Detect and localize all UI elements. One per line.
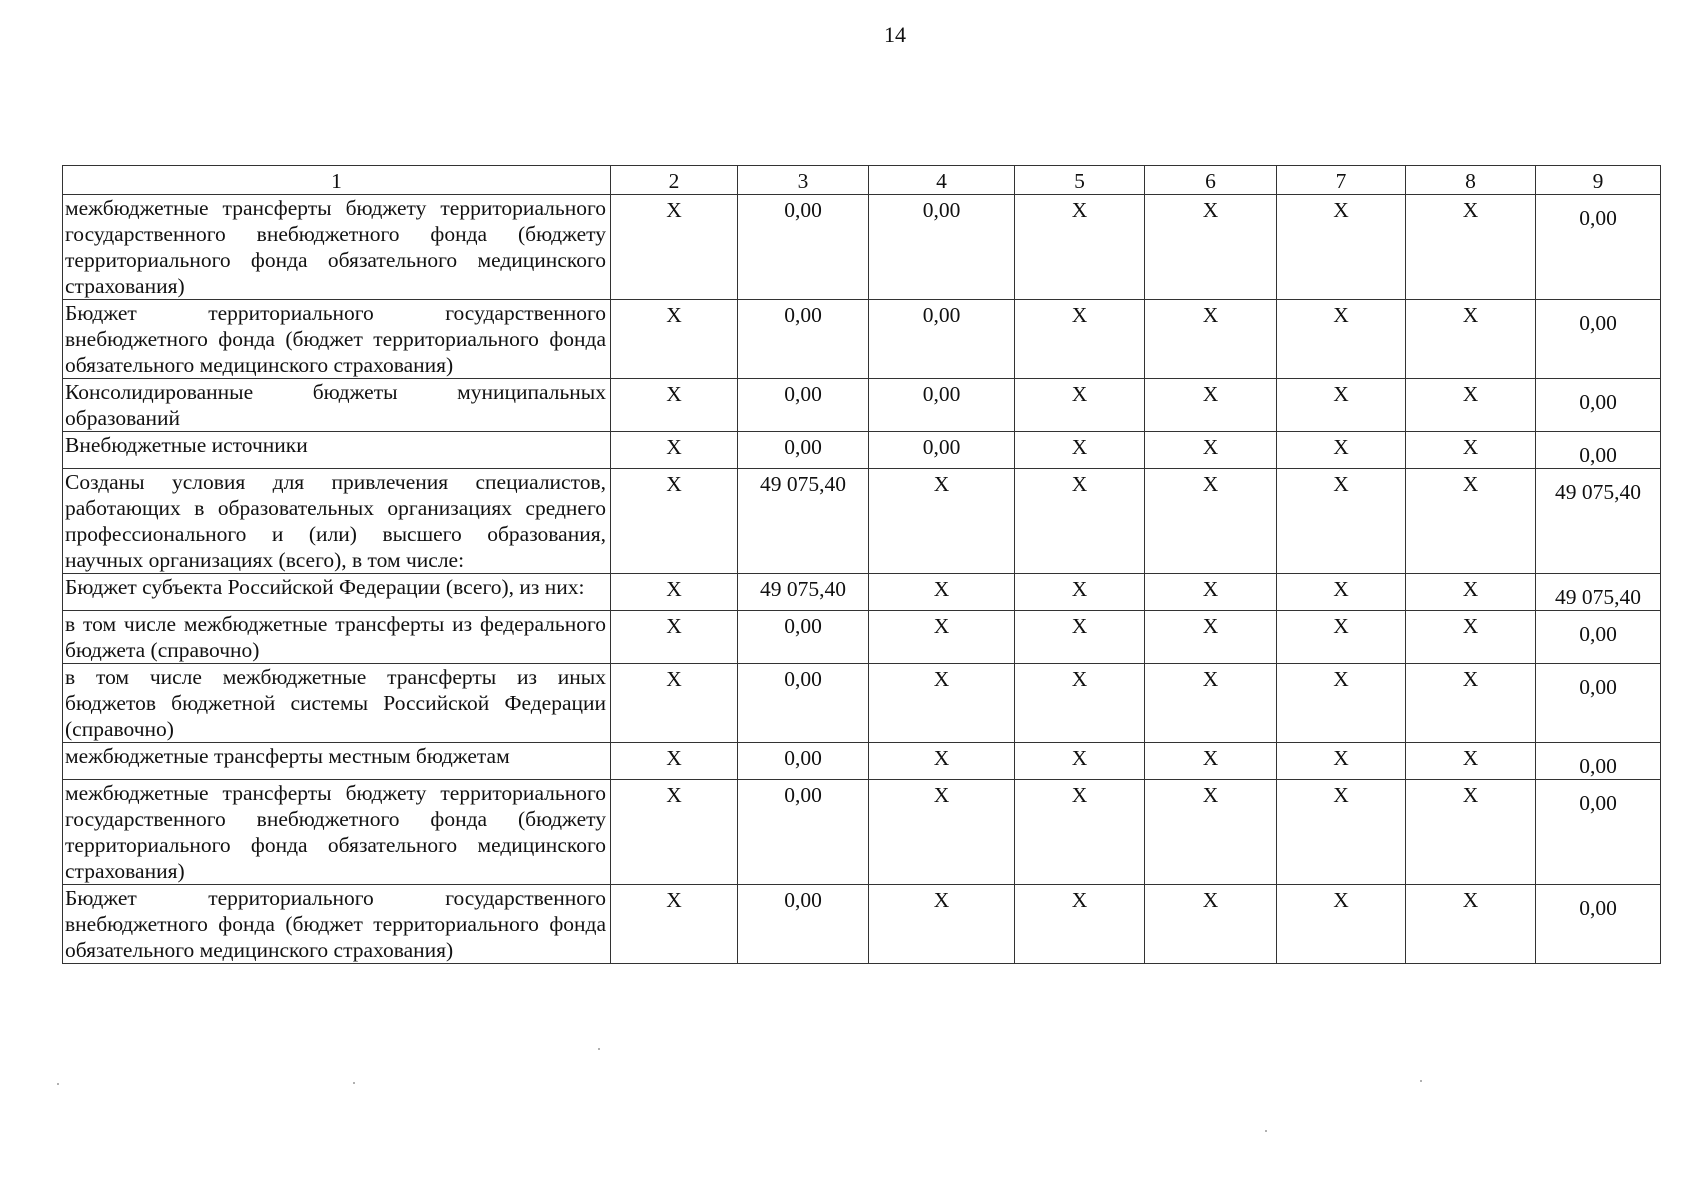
table-header-row [63,166,1661,195]
table-cell: X [1145,195,1277,300]
table-cell: X [1406,300,1536,379]
table-cell: 0,00 [869,195,1015,300]
table-cell: X [1015,195,1145,300]
scan-speck [57,1083,59,1085]
scan-speck [1265,1130,1267,1132]
table-cell: 0,00 [869,379,1015,432]
page-number: 14 [884,22,906,47]
table-cell: 0,00 [738,885,869,964]
table-cell: X [611,743,738,780]
row-label: межбюджетные трансферты бюджету территориального государственного внебюджетного фонда (бюджету территориального фонда обязательного медицинского страхования) [63,780,611,885]
table-cell: X [1277,469,1406,574]
column-header: 6 [1145,166,1277,195]
table-cell: X [1145,664,1277,743]
table-cell: X [1015,432,1145,469]
table-cell: X [611,379,738,432]
table-cell: X [1277,885,1406,964]
table-cell: 0,00 [1536,379,1661,432]
table-cell: X [1406,574,1536,611]
scan-speck [1420,1080,1422,1082]
table-cell: X [1015,300,1145,379]
table-cell: 0,00 [1536,885,1661,964]
table-row [63,469,1661,574]
column-header: 1 [63,166,611,195]
table-cell: X [1406,195,1536,300]
scan-speck [598,1048,600,1050]
row-label: Бюджет территориального государственного внебюджетного фонда (бюджет территориального фонда обязательного медицинского страхования) [63,885,611,964]
table-cell: 0,00 [1536,664,1661,743]
column-header: 4 [869,166,1015,195]
table-cell: X [869,664,1015,743]
budget-table [62,165,1661,964]
table-cell: X [1015,743,1145,780]
table-cell: 0,00 [1536,780,1661,885]
table-cell: X [611,300,738,379]
table-cell: X [1145,743,1277,780]
table-cell: X [611,664,738,743]
table-cell: X [611,432,738,469]
table-cell: 0,00 [869,432,1015,469]
row-label: Бюджет субъекта Российской Федерации (всего), из них: [63,574,611,611]
table-cell: X [1406,885,1536,964]
table-row [63,611,1661,664]
table-cell: X [1145,469,1277,574]
table-cell: X [869,780,1015,885]
table-row [63,432,1661,469]
table-cell: X [1015,469,1145,574]
row-label: в том числе межбюджетные трансферты из иных бюджетов бюджетной системы Российской Федерации (справочно) [63,664,611,743]
column-header: 5 [1015,166,1145,195]
table-row [63,664,1661,743]
table-cell: 0,00 [1536,432,1661,469]
table-cell: X [1406,743,1536,780]
table-cell: 49 075,40 [738,469,869,574]
table-cell: X [1145,379,1277,432]
table-cell: X [1406,664,1536,743]
scan-speck [353,1082,355,1084]
table-cell: X [1015,885,1145,964]
table-cell: 0,00 [1536,743,1661,780]
table-cell: X [1015,379,1145,432]
table-cell: X [869,574,1015,611]
table-cell: X [869,469,1015,574]
table-cell: X [1145,611,1277,664]
table-cell: X [1145,574,1277,611]
table-cell: X [1015,574,1145,611]
table-cell: X [1145,780,1277,885]
column-header: 8 [1406,166,1536,195]
table-cell: X [1145,885,1277,964]
table-cell: X [1277,300,1406,379]
table-cell: 0,00 [1536,611,1661,664]
table-row [63,195,1661,300]
table-cell: X [1406,379,1536,432]
row-label: в том числе межбюджетные трансферты из федерального бюджета (справочно) [63,611,611,664]
table-cell: X [1406,611,1536,664]
table-cell: 0,00 [738,780,869,885]
table-cell: X [869,743,1015,780]
table-cell: X [1277,432,1406,469]
column-header: 7 [1277,166,1406,195]
table-cell: X [1015,780,1145,885]
table-row [63,780,1661,885]
table-cell: 0,00 [1536,300,1661,379]
table-cell: 49 075,40 [738,574,869,611]
row-label: Созданы условия для привлечения специалистов, работающих в образовательных организациях среднего профессионального и (или) высшего образования, научных организациях (всего), в том числе: [63,469,611,574]
column-header: 2 [611,166,738,195]
table-cell: 0,00 [1536,195,1661,300]
row-label: Внебюджетные источники [63,432,611,469]
table-cell: X [869,885,1015,964]
table-cell: 0,00 [738,664,869,743]
table-cell: X [1277,780,1406,885]
table-cell: X [611,780,738,885]
table-cell: 0,00 [738,432,869,469]
table-cell: X [869,611,1015,664]
table-cell: 0,00 [738,195,869,300]
table-cell: X [1277,379,1406,432]
table-cell: 0,00 [738,300,869,379]
table-cell: 49 075,40 [1536,574,1661,611]
table-cell: X [1277,743,1406,780]
table-cell: X [611,574,738,611]
table-cell: X [1015,664,1145,743]
column-header: 9 [1536,166,1661,195]
table-cell: X [1145,432,1277,469]
table-cell: X [611,195,738,300]
table-cell: X [611,611,738,664]
table-row [63,379,1661,432]
table-cell: 0,00 [738,379,869,432]
table-cell: X [1277,664,1406,743]
table-row [63,300,1661,379]
row-label: межбюджетные трансферты бюджету территориального государственного внебюджетного фонда (бюджету территориального фонда обязательного медицинского страхования) [63,195,611,300]
table-row [63,743,1661,780]
table-cell: 0,00 [738,611,869,664]
table-cell: X [1406,469,1536,574]
table-cell: X [611,885,738,964]
table-cell: X [1406,432,1536,469]
table-cell: X [611,469,738,574]
row-label: межбюджетные трансферты местным бюджетам [63,743,611,780]
table-cell: X [1406,780,1536,885]
row-label: Бюджет территориального государственного внебюджетного фонда (бюджет территориального фонда обязательного медицинского страхования) [63,300,611,379]
table-cell: X [1015,611,1145,664]
table-cell: 49 075,40 [1536,469,1661,574]
table-cell: X [1277,611,1406,664]
table-cell: X [1277,574,1406,611]
table-cell: 0,00 [738,743,869,780]
row-label: Консолидированные бюджеты муниципальных образований [63,379,611,432]
table-cell: X [1277,195,1406,300]
table-row [63,885,1661,964]
table-cell: X [1145,300,1277,379]
table-cell: 0,00 [869,300,1015,379]
table-row [63,574,1661,611]
column-header: 3 [738,166,869,195]
